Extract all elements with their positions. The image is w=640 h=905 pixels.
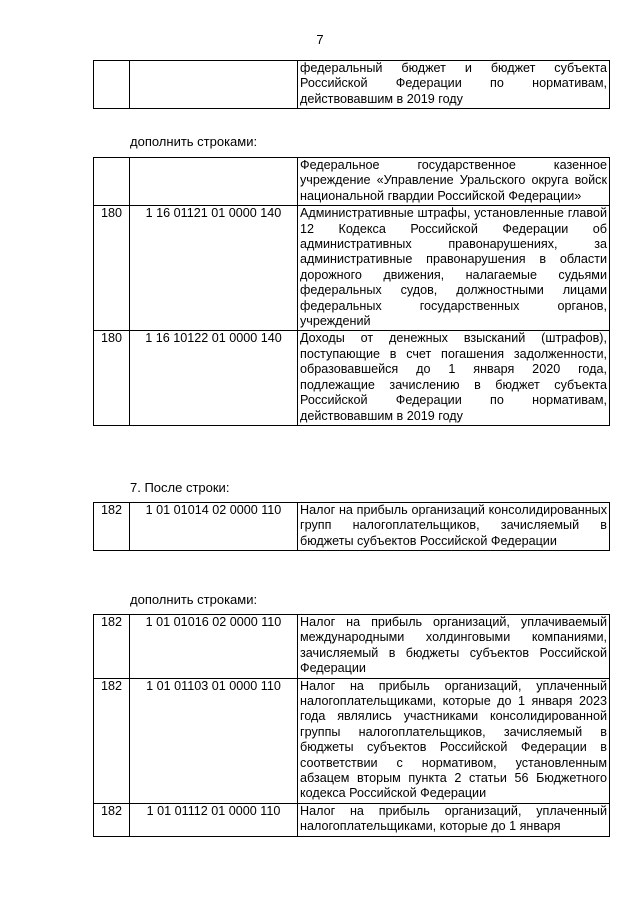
table-row bbox=[94, 206, 610, 331]
table-row bbox=[94, 678, 610, 803]
description-cell: Федеральное государственное казенное учреждение «Управление Уральского округа войск национальной гвардии Российской Федерации» bbox=[298, 158, 610, 206]
page-number: 7 bbox=[316, 32, 324, 47]
description-cell: Налог на прибыль организаций, уплаченный налогоплательщиками, которые до 1 января bbox=[298, 803, 610, 836]
added-rows-table bbox=[93, 614, 610, 837]
instruction-add-rows: дополнить строками: bbox=[130, 592, 258, 607]
kbk-code-cell: 1 01 01103 01 0000 110 bbox=[130, 678, 298, 803]
kbk-code-cell bbox=[130, 158, 298, 206]
table-row bbox=[94, 503, 610, 551]
description-cell: Административные штрафы, установленные главой 12 Кодекса Российской Федерации об административных правонарушениях, за административные правонарушения в области дорожного движения, налагаемые судьями федеральных судов, должностными лицами федеральных государственных органов, учреждений bbox=[298, 206, 610, 331]
description-cell: Налог на прибыль организаций, уплачиваемый международными холдинговыми компаниями, зачисляемый в бюджеты субъектов Российской Федерации bbox=[298, 615, 610, 679]
table-row bbox=[94, 803, 610, 836]
kbk-code-cell: 1 16 10122 01 0000 140 bbox=[130, 331, 298, 425]
instruction-add-rows: дополнить строками: bbox=[130, 134, 258, 149]
admin-code-cell: 180 bbox=[94, 331, 130, 425]
admin-code-cell: 180 bbox=[94, 206, 130, 331]
kbk-code-cell: 1 01 01112 01 0000 110 bbox=[130, 803, 298, 836]
admin-code-cell: 182 bbox=[94, 503, 130, 551]
kbk-code-cell: 1 01 01016 02 0000 110 bbox=[130, 615, 298, 679]
admin-code-cell bbox=[94, 61, 130, 109]
table-row bbox=[94, 615, 610, 679]
reference-row-table bbox=[93, 502, 610, 551]
admin-code-cell: 182 bbox=[94, 803, 130, 836]
admin-code-cell bbox=[94, 158, 130, 206]
kbk-code-cell: 1 01 01014 02 0000 110 bbox=[130, 503, 298, 551]
admin-code-cell: 182 bbox=[94, 678, 130, 803]
description-cell: Налог на прибыль организаций консолидированных групп налогоплательщиков, зачисляемый в бюджеты субъектов Российской Федерации bbox=[298, 503, 610, 551]
table-row bbox=[94, 158, 610, 206]
table-row bbox=[94, 331, 610, 425]
table-row bbox=[94, 61, 610, 109]
description-cell: федеральный бюджет и бюджет субъекта Российской Федерации по нормативам, действовавшим в 2019 году bbox=[298, 61, 610, 109]
description-cell: Доходы от денежных взысканий (штрафов), поступающие в счет погашения задолженности, образовавшейся до 1 января 2020 года, подлежащие зачислению в бюджет субъекта Российской Федерации по нормативам, действовавшим в 2019 году bbox=[298, 331, 610, 425]
description-cell: Налог на прибыль организаций, уплаченный налогоплательщиками, которые до 1 января 2023 года являлись участниками консолидированной группы налогоплательщиков, зачисляемый в бюджеты субъектов Российской Федерации в соответствии с нормативом, установленным абзацем вторым пункта 2 статьи 56 Бюджетного кодекса Российской Федерации bbox=[298, 678, 610, 803]
added-rows-table bbox=[93, 157, 610, 426]
kbk-code-cell: 1 16 01121 01 0000 140 bbox=[130, 206, 298, 331]
admin-code-cell: 182 bbox=[94, 615, 130, 679]
income-table-continued bbox=[93, 60, 610, 109]
kbk-code-cell bbox=[130, 61, 298, 109]
instruction-after-row: 7. После строки: bbox=[130, 480, 230, 495]
